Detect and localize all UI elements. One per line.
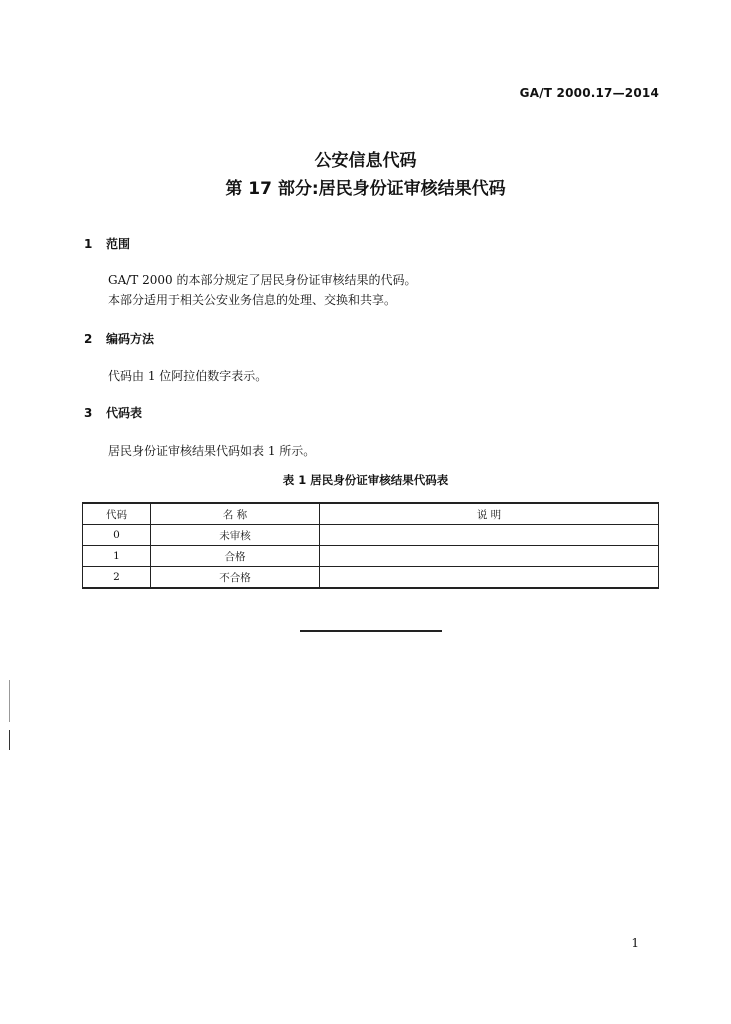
table-cell-code: 0 [83, 525, 151, 546]
section-number: 3 [84, 406, 93, 420]
end-separator-line [300, 630, 442, 632]
scan-margin-mark [9, 730, 10, 750]
paragraph: 代码由 1 位阿拉伯数字表示。 [108, 369, 268, 383]
section-title: 范围 [106, 237, 131, 251]
table-cell-code: 2 [83, 567, 151, 589]
table-cell-description [320, 567, 659, 589]
table-row [83, 567, 659, 589]
section-heading-coding-method [84, 330, 154, 347]
section-title: 编码方法 [106, 332, 155, 346]
column-header-description: 说 明 [320, 503, 659, 525]
paragraph: 居民身份证审核结果代码如表 1 所示。 [108, 444, 316, 458]
column-header-name: 名 称 [151, 503, 320, 525]
document-subtitle: 第 17 部分:居民身份证审核结果代码 [225, 179, 506, 199]
code-table [82, 502, 659, 589]
table-row [83, 546, 659, 567]
standard-number: GA/T 2000.17—2014 [519, 86, 659, 100]
paragraph: 本部分适用于相关公安业务信息的处理、交换和共享。 [108, 293, 397, 307]
paragraph: GA/T 2000 的本部分规定了居民身份证审核结果的代码。 [108, 273, 417, 287]
section-number: 2 [84, 332, 93, 346]
section-heading-code-table [84, 404, 142, 421]
table-cell-name: 不合格 [151, 567, 320, 589]
page-number: 1 [631, 936, 639, 950]
table-cell-description [320, 546, 659, 567]
table-cell-description [320, 525, 659, 546]
section-title: 代码表 [106, 406, 143, 420]
document-title: 公安信息代码 [314, 151, 417, 171]
table-cell-name: 未审核 [151, 525, 320, 546]
section-number: 1 [84, 237, 93, 251]
table-cell-code: 1 [83, 546, 151, 567]
table-header-row [83, 503, 659, 525]
scan-margin-mark [9, 680, 10, 722]
column-header-code: 代码 [83, 503, 151, 525]
table-row [83, 525, 659, 546]
table-caption: 表 1 居民身份证审核结果代码表 [282, 473, 449, 487]
table-cell-name: 合格 [151, 546, 320, 567]
section-heading-scope [84, 235, 130, 252]
